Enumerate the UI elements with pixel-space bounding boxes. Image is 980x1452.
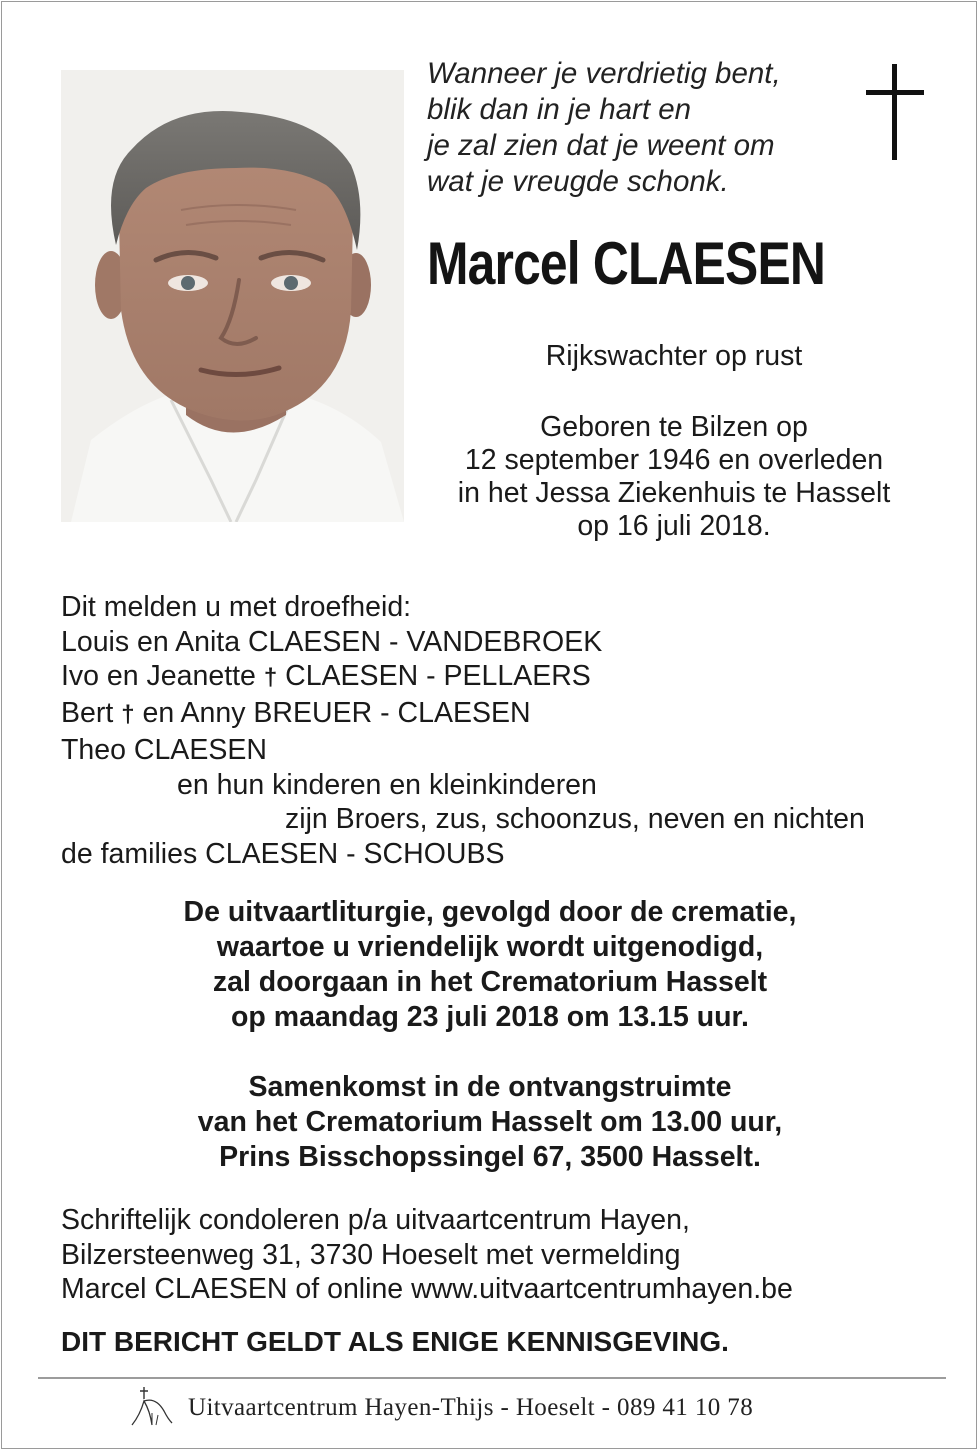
ceremony-details (2, 895, 978, 1035)
funeral-home-logo-icon (130, 1385, 174, 1429)
family-announcement (61, 590, 865, 872)
family-line (61, 659, 865, 696)
profession: Rijkswachter op rust (545, 340, 803, 372)
condolence-line: Schriftelijk condoleren p/a uitvaartcentrum Hayen, (61, 1204, 690, 1236)
portrait-illustration (61, 70, 404, 522)
family-line: zijn Broers, zus, schoonzus, neven en nichten (285, 803, 865, 836)
family-line-part: en Anny BREUER - CLAESEN (142, 697, 531, 730)
family-line-part: CLAESEN - PELLAERS (285, 660, 591, 693)
obituary-card (1, 1, 977, 1449)
gathering-line: Samenkomst in de ontvangstruimte (248, 1071, 732, 1103)
deceased-cross-icon: † (121, 701, 135, 729)
family-line-part: Ivo en Jeanette (61, 660, 256, 693)
birth-line: 12 september 1946 en overleden (464, 444, 884, 476)
ceremony-line: De uitvaartliturgie, gevolgd door de crematie, (183, 896, 797, 928)
poem-line: je zal zien dat je weent om (427, 129, 775, 162)
poem-line: Wanneer je verdrietig bent, (427, 57, 781, 90)
birth-line: op 16 juli 2018. (577, 510, 771, 542)
latin-cross-icon (866, 64, 924, 160)
condolence-info (61, 1203, 793, 1307)
condolence-line: Marcel CLAESEN of online www.uitvaartcentrumhayen.be (61, 1273, 793, 1305)
birth-line: Geboren te Bilzen op (540, 411, 808, 443)
condolence-line: Bilzersteenweg 31, 3730 Hoeselt met vermelding (61, 1238, 681, 1271)
gathering-details (2, 1070, 978, 1175)
family-line (61, 696, 865, 733)
funeral-home-contact: Uitvaartcentrum Hayen-Thijs - Hoeselt - 089 41 10 78 (188, 1394, 754, 1421)
deceased-name: Marcel CLAESEN (427, 230, 825, 297)
footer-divider (38, 1377, 946, 1379)
portrait-photo (61, 70, 404, 522)
deceased-cross-icon: † (263, 664, 278, 692)
family-line-part: Bert (61, 697, 114, 730)
birth-line: in het Jessa Ziekenhuis te Hasselt (457, 477, 891, 509)
poem-line: wat je vreugde schonk. (427, 165, 729, 198)
family-intro: Dit melden u met droefheid: (61, 591, 412, 623)
gathering-line: Prins Bisschopssingel 67, 3500 Hasselt. (219, 1141, 761, 1173)
family-line: de families CLAESEN - SCHOUBS (61, 837, 505, 870)
poem-line: blik dan in je hart en (427, 93, 692, 126)
ceremony-line: waartoe u vriendelijk wordt uitgenodigd, (216, 931, 764, 963)
gathering-line: van het Crematorium Hasselt om 13.00 uur, (197, 1106, 783, 1138)
family-line: en hun kinderen en kleinkinderen (177, 768, 597, 801)
poem (427, 56, 847, 200)
ceremony-line: op maandag 23 juli 2018 om 13.15 uur. (231, 1001, 749, 1033)
family-line: Louis en Anita CLAESEN - VANDEBROEK (61, 625, 603, 658)
birth-death-details (424, 411, 924, 543)
official-notice: DIT BERICHT GELDT ALS ENIGE KENNISGEVING. (61, 1326, 729, 1357)
ceremony-line: zal doorgaan in het Crematorium Hasselt (212, 966, 768, 998)
family-line: Theo CLAESEN (61, 733, 267, 766)
